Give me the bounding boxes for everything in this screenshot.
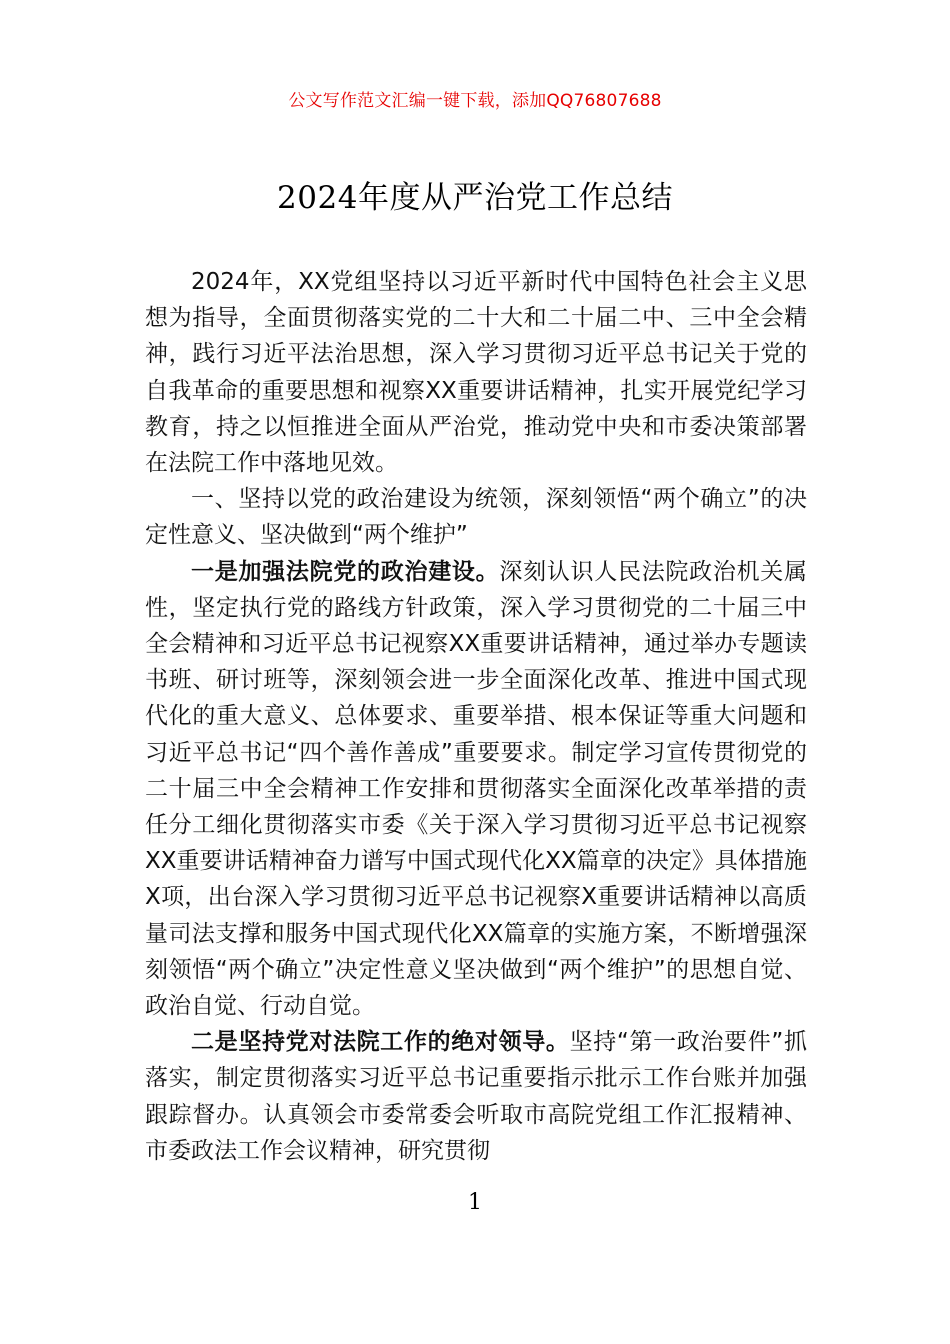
- item-paragraph-1: [145, 554, 807, 1025]
- item-body-2: 坚持“第一政治要件”抓落实，制定贯彻落实习近平总书记重要指示批示工作台账并加强跟踪督办。认真领会市委常委会听取市高院党组工作汇报精神、市委政法工作会议精神，研究贯彻: [145, 1029, 807, 1164]
- document-title: 2024年度从严治党工作总结: [277, 180, 673, 216]
- item-lead-1: 一是加强法院党的政治建设。: [191, 558, 500, 585]
- section-heading: 一、坚持以党的政治建设为统领，深刻领悟“两个确立”的决定性意义、坚决做到“两个维护”: [145, 486, 807, 549]
- item-paragraph-2: [145, 1024, 807, 1169]
- item-body-1: 深刻认识人民法院政治机关属性，坚定执行党的路线方针政策，深入学习贯彻党的二十届三中全会精神和习近平总书记视察XX重要讲话精神，通过举办专题读书班、研讨班等，深刻领会进一步全面深化改革、推进中国式现代化的重大意义、总体要求、重要举措、根本保证等重大问题和习近平总书记“四个善作善成”重要要求。制定学习宣传贯彻党的二十届三中全会精神工作安排和贯彻落实全面深化改革举措的责任分工细化贯彻落实市委《关于深入学习贯彻习近平总书记视察XX重要讲话精神奋力谱写中国式现代化XX篇章的决定》具体措施X项，出台深入学习贯彻习近平总书记视察X重要讲话精神以高质量司法支撑和服务中国式现代化XX篇章的实施方案，不断增强深刻领悟“两个确立”决定性意义坚决做到“两个维护”的思想自觉、政治自觉、行动自觉。: [145, 558, 808, 1020]
- intro-paragraph: 2024年，XX党组坚持以习近平新时代中国特色社会主义思想为指导，全面贯彻落实党的二十大和二十届二中、三中全会精神，践行习近平法治思想，深入学习贯彻习近平总书记关于党的自我革命的重要思想和视察XX重要讲话精神，扎实开展党纪学习教育，持之以恒推进全面从严治党，推动党中央和市委决策部署在法院工作中落地见效。: [145, 269, 807, 477]
- document-body: [145, 264, 807, 1169]
- item-lead-2: 二是坚持党对法院工作的绝对领导。: [191, 1029, 570, 1056]
- header-promo-note: 公文写作范文汇编一键下载，添加QQ76807688: [288, 91, 662, 111]
- page-number: 1: [468, 1190, 482, 1215]
